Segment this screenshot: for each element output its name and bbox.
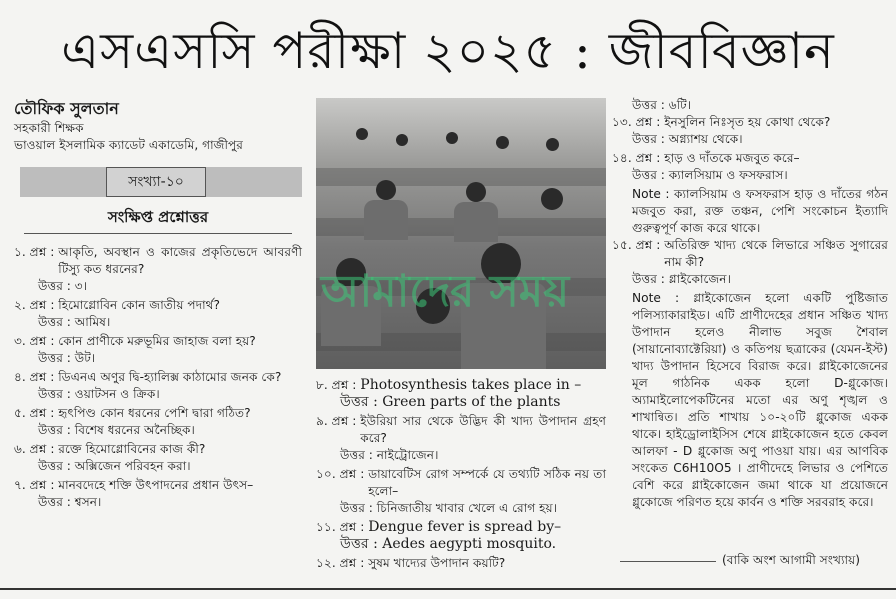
question-text: ডায়াবেটিস রোগ সম্পর্কে যে তথ্যটি সঠিক নয় তা হলো– (368, 467, 606, 498)
answer-q12: উত্তর : ৬টি। (632, 98, 692, 112)
question-list-3 (612, 114, 888, 184)
question-text: মানবদেহে শক্তি উৎপাদনের প্রধান উৎস– (58, 478, 254, 492)
question-number: ১১. প্রশ্ন : (316, 520, 369, 534)
question-number: ২. প্রশ্ন : (14, 298, 59, 312)
question-item (612, 114, 888, 148)
question-number: ৯. প্রশ্ন : (316, 414, 361, 428)
question-text: কোন প্রাণীকে মরুভূমির জাহাজ বলা হয়? (58, 334, 256, 348)
answer-text: উত্তর : ওয়াটসন ও ক্রিক। (38, 387, 160, 401)
question-item (612, 150, 888, 184)
question-number: ৪. প্রশ্ন : (14, 370, 59, 384)
issue-bar (14, 167, 302, 199)
continued-note: (বাকি অংশ আগামী সংখ্যায়) (722, 553, 861, 567)
question-number: ১০. প্রশ্ন : (316, 467, 369, 481)
answer-text: উত্তর : উট। (38, 351, 96, 365)
question-number: ৮. প্রশ্ন : (316, 378, 361, 392)
question-text: হাড় ও দাঁতকে মজবুত করে– (664, 151, 800, 165)
question-number: ৫. প্রশ্ন : (14, 406, 59, 420)
question-item (14, 441, 302, 475)
question-text: রক্তে হিমোগ্লোবিনের কাজ কী? (58, 442, 206, 456)
bottom-rule (0, 588, 896, 590)
question-number: ১৪. প্রশ্ন : (612, 151, 665, 165)
answer-text: উত্তর : ৩। (38, 279, 88, 293)
question-item (316, 466, 606, 517)
middle-column (316, 377, 606, 574)
note-glycogen-text: Note : গ্লাইকোজেন হলো একটি পুষ্টিজাত পলিস্যাকারাইড। এটি প্রাণীদেহের প্রধান সঞ্চিত খাদ্য উপাদান হলেও নীলাভ সবুজ শৈবাল (সায়ানোব্যাক্টেরিয়া) ও কতিপয় ছত্রাকের (যেমন-ইস্ট) খাদ্য উপাদান হিসেবে বিরাজ করে। গ্লাইকোজেনের মূল গাঠনিক একক হলো D-গ্লুকোজ। অ্যামাইলোপেকটিনের মতো এর অণু শৃঙ্খল ও শাখান্বিত। প্রতি শাখায় ১০-২০টি গ্লুকোজ একক থাকে। হাইড্রোলাইসিস শেষে গ্লাইকোজেন হতে কেবল আলফা - D গ্লুকোজ অণু পাওয়া যায়। এর আণবিক সংকেত C6H10O5 । প্রাণীদেহে লিভার ও পেশিতে বেশি করে গ্লাইকোজেন জমা থাকে যা প্রয়োজনে গ্লুকোজে পরিণত হয়ে কার্বন ও শক্তি সরবরাহ করে। (632, 291, 888, 509)
question-text: সুষম খাদ্যের উপাদান কয়টি? (368, 556, 506, 570)
footer-divider (620, 561, 716, 562)
section-divider (24, 233, 292, 234)
question-item (14, 369, 302, 403)
question-item (14, 405, 302, 439)
question-number: ৩. প্রশ্ন : (14, 334, 59, 348)
question-text: হৃৎপিণ্ড কোন ধরনের পেশি দ্বারা গঠিত? (58, 406, 251, 420)
question-text: অতিরিক্ত খাদ্য থেকে লিভারে সঞ্চিত সুগারের নাম কী? (664, 238, 888, 269)
question-text: ইউরিয়া সার থেকে উদ্ভিদ কী খাদ্য উপাদান গ্রহণ করে? (360, 414, 606, 445)
answer-text: উত্তর : Aedes aegypti mosquito. (340, 536, 557, 552)
question-number: ১৩. প্রশ্ন : (612, 115, 665, 129)
question-number: ৬. প্রশ্ন : (14, 442, 59, 456)
answer-text: উত্তর : গ্লাইকোজেন। (632, 272, 731, 286)
question-item (316, 377, 606, 411)
author-institution: ভাওয়াল ইসলামিক ক্যাডেট একাডেমি, গাজীপুর (14, 138, 243, 152)
question-number: ৭. প্রশ্ন : (14, 478, 59, 492)
answer-text: উত্তর : অগ্ন্যাশয় থেকে। (632, 132, 743, 146)
question-text: আকৃতি, অবস্থান ও কাজের প্রকৃতিভেদে আবরণী টিস্যু কত ধরনের? (58, 245, 302, 276)
answer-text: উত্তর : অক্সিজেন পরিবহন করা। (38, 459, 191, 473)
question-number: ১. প্রশ্ন : (14, 245, 59, 259)
question-item (14, 333, 302, 367)
question-item (316, 413, 606, 464)
answer-text: উত্তর : বিশেষ ধরনের অনৈচ্ছিক। (38, 423, 195, 437)
question-number: ১২. প্রশ্ন : (316, 556, 369, 570)
watermark-logo: আমাদের সময় (320, 266, 570, 317)
issue-label: সংখ্যা-১০ (106, 167, 206, 197)
page-title: এসএসসি পরীক্ষা ২০২৫ : জীববিজ্ঞান (61, 22, 835, 80)
author-name: তৌফিক সুলতান (14, 99, 119, 118)
question-list-2 (316, 377, 606, 572)
author-designation: সহকারী শিক্ষক (14, 121, 84, 135)
note-calcium (612, 186, 888, 237)
answer-text: উত্তর : নাইট্রোজেন। (340, 448, 439, 462)
question-text: Photosynthesis takes place in – (360, 377, 582, 393)
question-item (316, 519, 606, 553)
question-item (316, 555, 606, 572)
section-title: সংক্ষিপ্ত প্রশ্নোত্তর (107, 208, 209, 226)
note-calcium-text: Note : ক্যালসিয়াম ও ফসফরাস হাড় ও দাঁতের গঠন মজবুত করা, রক্ত তঞ্চন, পেশি সংকোচন ইত্যাদি গুরুত্বপূর্ণ কাজ করে থাকে। (632, 187, 888, 235)
answer-text: উত্তর : চিনিজাতীয় খাবার খেলে এ রোগ হয়। (340, 501, 558, 515)
answer-text: উত্তর : শ্বসন। (38, 495, 102, 509)
question-text: হিমোগ্লোবিন কোন জাতীয় পদার্থ? (58, 298, 220, 312)
answer-text: উত্তর : Green parts of the plants (340, 394, 561, 410)
question-text: ডিএনএ অণুর দ্বি-হ্যালিক্স কাঠামোর জনক কে? (58, 370, 282, 384)
answer-text: উত্তর : আমিষ। (38, 315, 111, 329)
question-text: ইনসুলিন নিঃসৃত হয় কোথা থেকে? (664, 115, 831, 129)
question-item (14, 477, 302, 511)
question-number: ১৫. প্রশ্ন : (612, 238, 665, 252)
question-text: Dengue fever is spread by– (368, 519, 562, 535)
answer-text: উত্তর : ক্যালসিয়াম ও ফসফরাস। (632, 168, 788, 182)
